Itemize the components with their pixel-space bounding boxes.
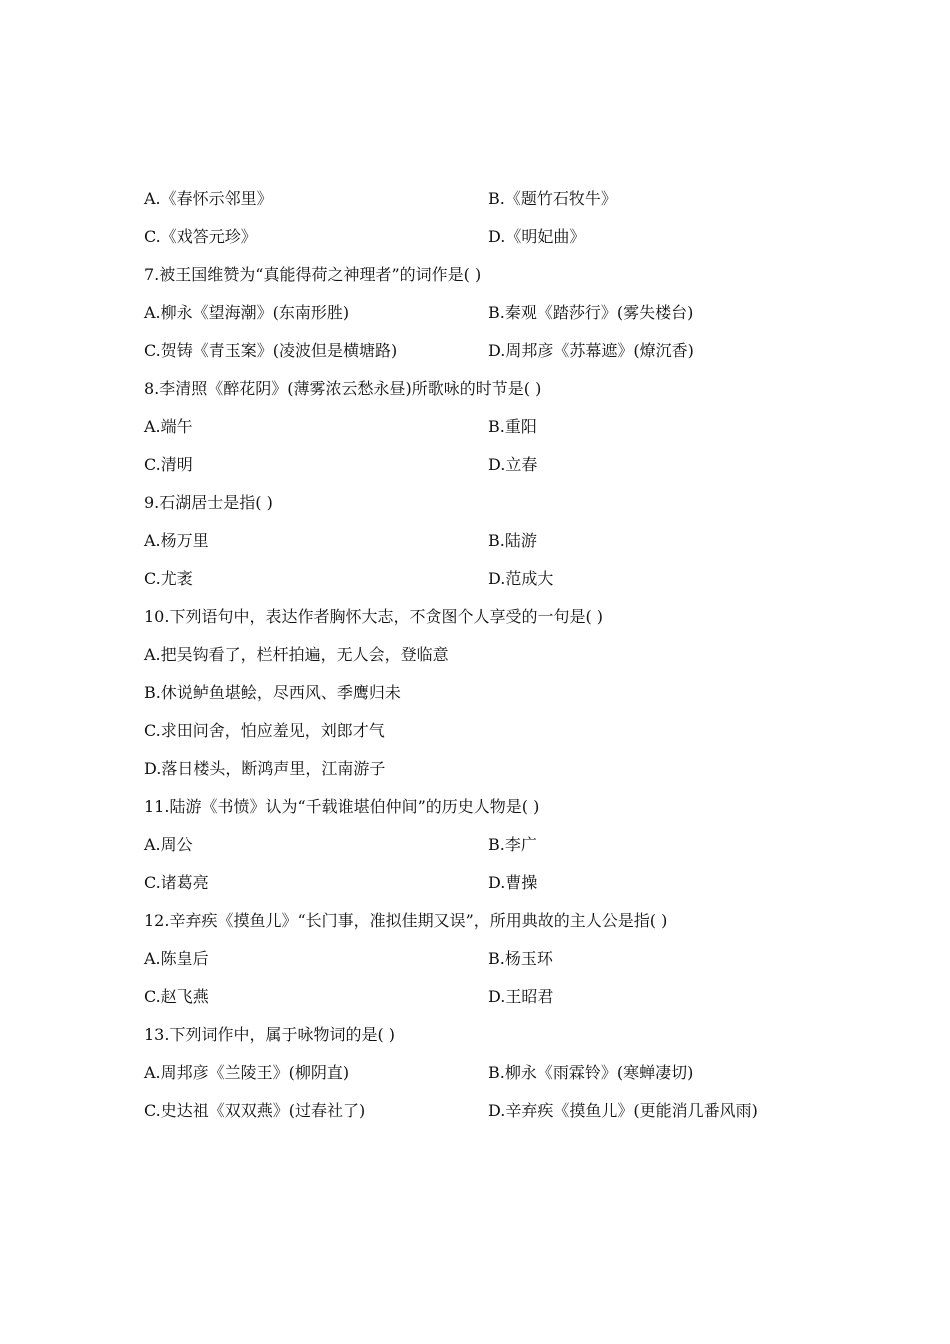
question-12-option-b: B.杨玉环	[488, 949, 553, 968]
question-8-options-row-2	[144, 446, 824, 484]
question-13-options-row-2	[144, 1092, 824, 1130]
question-7-option-c: C.贺铸《青玉案》(凌波但是横塘路)	[144, 341, 398, 360]
question-10-stem: 10.下列语句中，表达作者胸怀大志，不贪图个人享受的一句是( )	[144, 607, 604, 626]
question-6-option-b: B.《题竹石牧牛》	[488, 189, 617, 208]
question-11-option-a: A.周公	[144, 835, 193, 854]
question-7-stem: 7.被王国维赞为“真能得荷之神理者”的词作是( )	[144, 265, 482, 284]
question-9-stem: 9.石湖居士是指( )	[144, 493, 273, 512]
question-13-option-c: C.史达祖《双双燕》(过春社了)	[144, 1101, 366, 1120]
question-12-option-d: D.王昭君	[488, 987, 554, 1006]
question-7-option-d: D.周邦彦《苏幕遮》(燎沉香)	[488, 341, 694, 360]
question-8-option-a: A.端午	[144, 417, 193, 436]
exam-page	[144, 180, 824, 1130]
question-11-option-b: B.李广	[488, 835, 537, 854]
question-10-option-c: C.求田问舍，怕应羞见，刘郎才气	[144, 721, 385, 740]
question-12-options-row-1	[144, 940, 824, 978]
question-12-options-row-2	[144, 978, 824, 1016]
question-9-option-d: D.范成大	[488, 569, 554, 588]
question-11-option-d: D.曹操	[488, 873, 538, 892]
question-11-options-row-2	[144, 864, 824, 902]
question-9-option-a: A.杨万里	[144, 531, 209, 550]
question-6-option-d: D.《明妃曲》	[488, 227, 586, 246]
question-13-stem: 13.下列词作中，属于咏物词的是( )	[144, 1025, 396, 1044]
question-13-option-d: D.辛弃疾《摸鱼儿》(更能消几番风雨)	[488, 1101, 758, 1120]
question-12-option-c: C.赵飞燕	[144, 987, 209, 1006]
question-6-options-row-2	[144, 218, 824, 256]
question-13-options-row-1	[144, 1054, 824, 1092]
question-10-option-b: B.休说鲈鱼堪鲙，尽西风、季鹰归未	[144, 683, 401, 702]
question-9-option-b: B.陆游	[488, 531, 537, 550]
question-7-option-b: B.秦观《踏莎行》(雾失楼台)	[488, 303, 694, 322]
question-7-options-row-2	[144, 332, 824, 370]
question-10-option-a: A.把吴钩看了，栏杆拍遍，无人会，登临意	[144, 645, 449, 664]
question-11-options-row-1	[144, 826, 824, 864]
question-8-option-c: C.清明	[144, 455, 193, 474]
question-6-option-a: A.《春怀示邻里》	[144, 189, 273, 208]
question-9-option-c: C.尤袤	[144, 569, 193, 588]
question-13-option-a: A.周邦彦《兰陵王》(柳阴直)	[144, 1063, 350, 1082]
question-6-option-c: C.《戏答元珍》	[144, 227, 257, 246]
question-8-option-d: D.立春	[488, 455, 538, 474]
question-9-options-row-1	[144, 522, 824, 560]
question-10-option-d: D.落日楼头，断鸿声里，江南游子	[144, 759, 386, 778]
question-12-option-a: A.陈皇后	[144, 949, 209, 968]
question-6-options-row-1	[144, 180, 824, 218]
question-7-option-a: A.柳永《望海潮》(东南形胜)	[144, 303, 350, 322]
question-11-stem: 11.陆游《书愤》认为“千载谁堪伯仲间”的历史人物是( )	[144, 797, 540, 816]
question-9-options-row-2	[144, 560, 824, 598]
question-8-stem: 8.李清照《醉花阴》(薄雾浓云愁永昼)所歌咏的时节是( )	[144, 379, 542, 398]
question-13-option-b: B.柳永《雨霖铃》(寒蝉凄切)	[488, 1063, 694, 1082]
question-12-stem: 12.辛弃疾《摸鱼儿》“长门事，准拟佳期又误”，所用典故的主人公是指( )	[144, 911, 668, 930]
question-11-option-c: C.诸葛亮	[144, 873, 209, 892]
question-8-options-row-1	[144, 408, 824, 446]
question-7-options-row-1	[144, 294, 824, 332]
question-8-option-b: B.重阳	[488, 417, 537, 436]
